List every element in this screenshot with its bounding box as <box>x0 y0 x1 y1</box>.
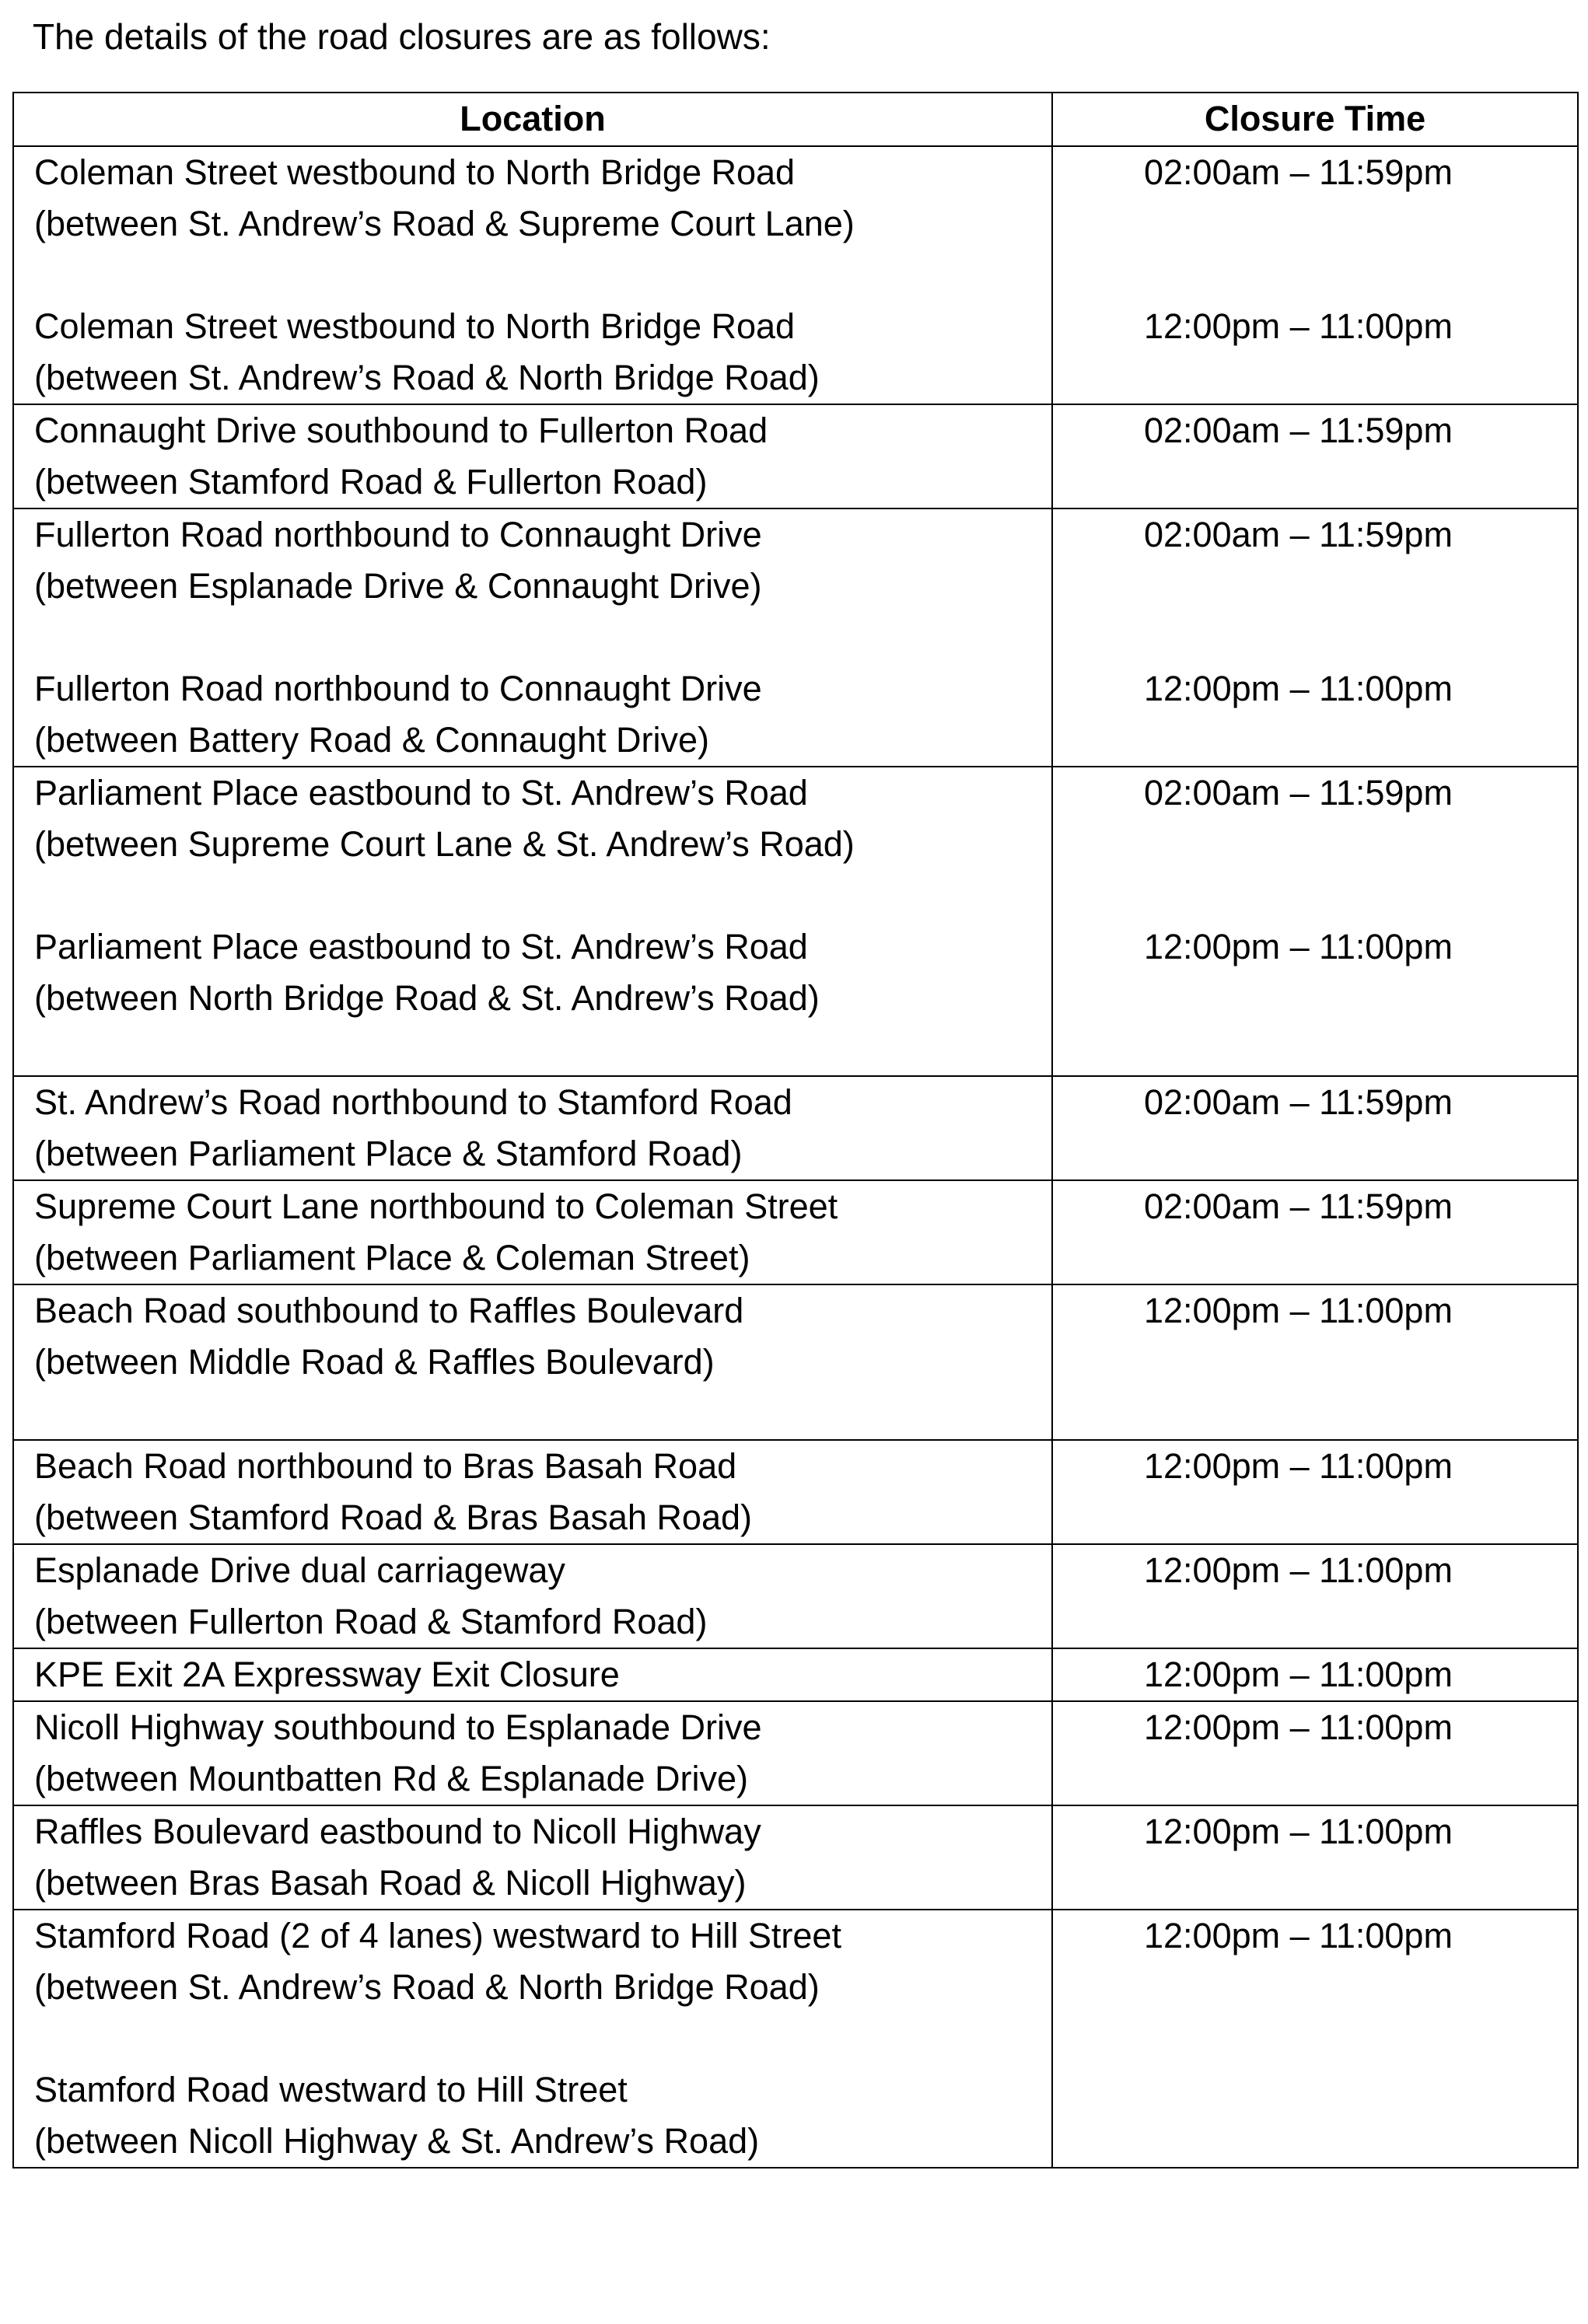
closure-time-line <box>1144 1232 1577 1284</box>
location-line: (between Parliament Place & Stamford Road) <box>34 1134 743 1173</box>
closure-time-line: 02:00am – 11:59pm <box>1144 773 1453 813</box>
closure-time-line: 02:00am – 11:59pm <box>1144 1186 1453 1226</box>
table-row <box>13 1440 1578 1544</box>
location-line: (between Fullerton Road & Stamford Road) <box>34 1602 708 1641</box>
closure-time-line: 02:00am – 11:59pm <box>1144 1082 1453 1122</box>
location-cell <box>13 1910 1052 2168</box>
location-line <box>34 1024 1044 1075</box>
location-cell <box>13 767 1052 1076</box>
closure-time-cell <box>1052 1701 1578 1805</box>
location-line: (between Nicoll Highway & St. Andrew’s Road) <box>34 2121 760 2161</box>
location-line: (between St. Andrew’s Road & North Bridge Road) <box>34 1967 820 2007</box>
closure-time-cell <box>1052 1910 1578 2168</box>
closure-time-line <box>1144 870 1577 921</box>
closure-time-line: 12:00pm – 11:00pm <box>1144 1812 1453 1851</box>
location-line: Fullerton Road northbound to Connaught Drive <box>34 669 762 708</box>
road-closures-table <box>12 92 1579 2168</box>
location-line: (between St. Andrew’s Road & Supreme Court Lane) <box>34 204 855 243</box>
closure-time-line <box>1144 973 1577 1024</box>
location-cell <box>13 1440 1052 1544</box>
closure-time-line: 02:00am – 11:59pm <box>1144 411 1453 450</box>
table-row <box>13 146 1578 404</box>
closure-time-line: 12:00pm – 11:00pm <box>1144 306 1453 346</box>
location-line: (between Stamford Road & Fullerton Road) <box>34 462 708 501</box>
table-row <box>13 1805 1578 1910</box>
location-line: Coleman Street westbound to North Bridge Road <box>34 152 796 192</box>
closure-time-cell <box>1052 767 1578 1076</box>
closure-time-line <box>1144 2064 1577 2116</box>
location-line: (between Bras Basah Road & Nicoll Highway) <box>34 1863 747 1903</box>
location-line: Esplanade Drive dual carriageway <box>34 1550 565 1590</box>
closure-time-cell <box>1052 1440 1578 1544</box>
closure-time-cell <box>1052 1544 1578 1648</box>
table-row <box>13 404 1578 508</box>
location-line: Stamford Road westward to Hill Street <box>34 2070 628 2109</box>
location-line <box>34 612 1044 663</box>
table-row <box>13 767 1578 1076</box>
location-cell <box>13 1076 1052 1180</box>
location-line: (between Supreme Court Lane & St. Andrew’s Road) <box>34 824 855 864</box>
intro-text: The details of the road closures are as follows: <box>33 16 771 57</box>
location-line: KPE Exit 2A Expressway Exit Closure <box>34 1655 620 1694</box>
table-row <box>13 1180 1578 1284</box>
closure-time-line <box>1144 1128 1577 1179</box>
location-line: (between Middle Road & Raffles Boulevard) <box>34 1342 715 1382</box>
table-row <box>13 1701 1578 1805</box>
closure-time-cell <box>1052 1180 1578 1284</box>
closure-time-line <box>1144 2013 1577 2064</box>
location-line: Stamford Road (2 of 4 lanes) westward to Hill Street <box>34 1916 841 1955</box>
closure-time-cell <box>1052 1076 1578 1180</box>
location-cell <box>13 1284 1052 1440</box>
closure-time-column-header: Closure Time <box>1052 93 1578 146</box>
closure-time-line <box>1144 1024 1577 1075</box>
closure-time-line: 12:00pm – 11:00pm <box>1144 1291 1453 1330</box>
location-line: St. Andrew’s Road northbound to Stamford Road <box>34 1082 792 1122</box>
closure-time-line <box>1144 2116 1577 2167</box>
location-cell <box>13 1544 1052 1648</box>
closure-time-line: 12:00pm – 11:00pm <box>1144 1550 1453 1590</box>
location-line: Parliament Place eastbound to St. Andrew’s Road <box>34 773 808 813</box>
closure-time-cell <box>1052 146 1578 404</box>
closure-time-line <box>1144 250 1577 301</box>
closure-time-line <box>1144 1962 1577 2013</box>
closure-time-line <box>1144 715 1577 766</box>
table-row <box>13 1910 1578 2168</box>
location-line <box>34 1388 1044 1439</box>
location-cell <box>13 508 1052 767</box>
location-cell <box>13 404 1052 508</box>
closure-time-line: 12:00pm – 11:00pm <box>1144 1446 1453 1486</box>
location-line: (between Mountbatten Rd & Esplanade Drive) <box>34 1759 749 1798</box>
closure-time-line: 12:00pm – 11:00pm <box>1144 1916 1453 1955</box>
location-line: (between North Bridge Road & St. Andrew’s Road) <box>34 978 820 1018</box>
closure-time-cell <box>1052 1648 1578 1701</box>
closure-time-line <box>1144 612 1577 663</box>
location-line: (between St. Andrew’s Road & North Bridge Road) <box>34 358 820 397</box>
location-line: Nicoll Highway southbound to Esplanade Drive <box>34 1707 762 1747</box>
location-cell <box>13 1648 1052 1701</box>
location-line: (between Battery Road & Connaught Drive) <box>34 720 709 760</box>
location-cell <box>13 1701 1052 1805</box>
location-line <box>34 2013 1044 2064</box>
closure-time-cell <box>1052 1805 1578 1910</box>
closure-time-line <box>1144 819 1577 870</box>
table-row <box>13 1076 1578 1180</box>
location-line: Raffles Boulevard eastbound to Nicoll Highway <box>34 1812 761 1851</box>
table-row <box>13 1648 1578 1701</box>
closure-time-line <box>1144 1596 1577 1648</box>
closure-time-cell <box>1052 508 1578 767</box>
location-line: Supreme Court Lane northbound to Coleman Street <box>34 1186 838 1226</box>
table-row <box>13 508 1578 767</box>
closure-time-line <box>1144 1337 1577 1388</box>
location-line: Parliament Place eastbound to St. Andrew’s Road <box>34 927 808 966</box>
closure-time-line: 12:00pm – 11:00pm <box>1144 1707 1453 1747</box>
closure-time-cell <box>1052 404 1578 508</box>
table-row <box>13 1544 1578 1648</box>
location-line: (between Esplanade Drive & Connaught Drive) <box>34 566 762 606</box>
location-line <box>34 250 1044 301</box>
location-line: Beach Road southbound to Raffles Boulevard <box>34 1291 744 1330</box>
closure-time-line <box>1144 198 1577 250</box>
closure-time-line <box>1144 456 1577 508</box>
location-column-header: Location <box>13 93 1052 146</box>
closure-time-line: 02:00am – 11:59pm <box>1144 515 1453 554</box>
closure-time-line <box>1144 561 1577 612</box>
table-header-row <box>13 93 1578 146</box>
location-line: Fullerton Road northbound to Connaught Drive <box>34 515 762 554</box>
closure-time-line <box>1144 1857 1577 1909</box>
location-cell <box>13 1805 1052 1910</box>
table-row <box>13 1284 1578 1440</box>
closure-time-cell <box>1052 1284 1578 1440</box>
closure-time-line <box>1144 1492 1577 1543</box>
closure-time-line <box>1144 1388 1577 1439</box>
location-line: Coleman Street westbound to North Bridge Road <box>34 306 796 346</box>
location-cell <box>13 146 1052 404</box>
closure-time-line: 12:00pm – 11:00pm <box>1144 1655 1453 1694</box>
location-line: Connaught Drive southbound to Fullerton Road <box>34 411 768 450</box>
closure-time-line <box>1144 352 1577 404</box>
closure-time-line: 12:00pm – 11:00pm <box>1144 927 1453 966</box>
location-line <box>34 870 1044 921</box>
location-line: (between Stamford Road & Bras Basah Road) <box>34 1497 752 1537</box>
location-line: Beach Road northbound to Bras Basah Road <box>34 1446 737 1486</box>
closure-time-line: 12:00pm – 11:00pm <box>1144 669 1453 708</box>
table-body <box>13 146 1578 2168</box>
location-cell <box>13 1180 1052 1284</box>
closure-time-line: 02:00am – 11:59pm <box>1144 152 1453 192</box>
location-line: (between Parliament Place & Coleman Street) <box>34 1238 750 1277</box>
closure-time-line <box>1144 1753 1577 1805</box>
